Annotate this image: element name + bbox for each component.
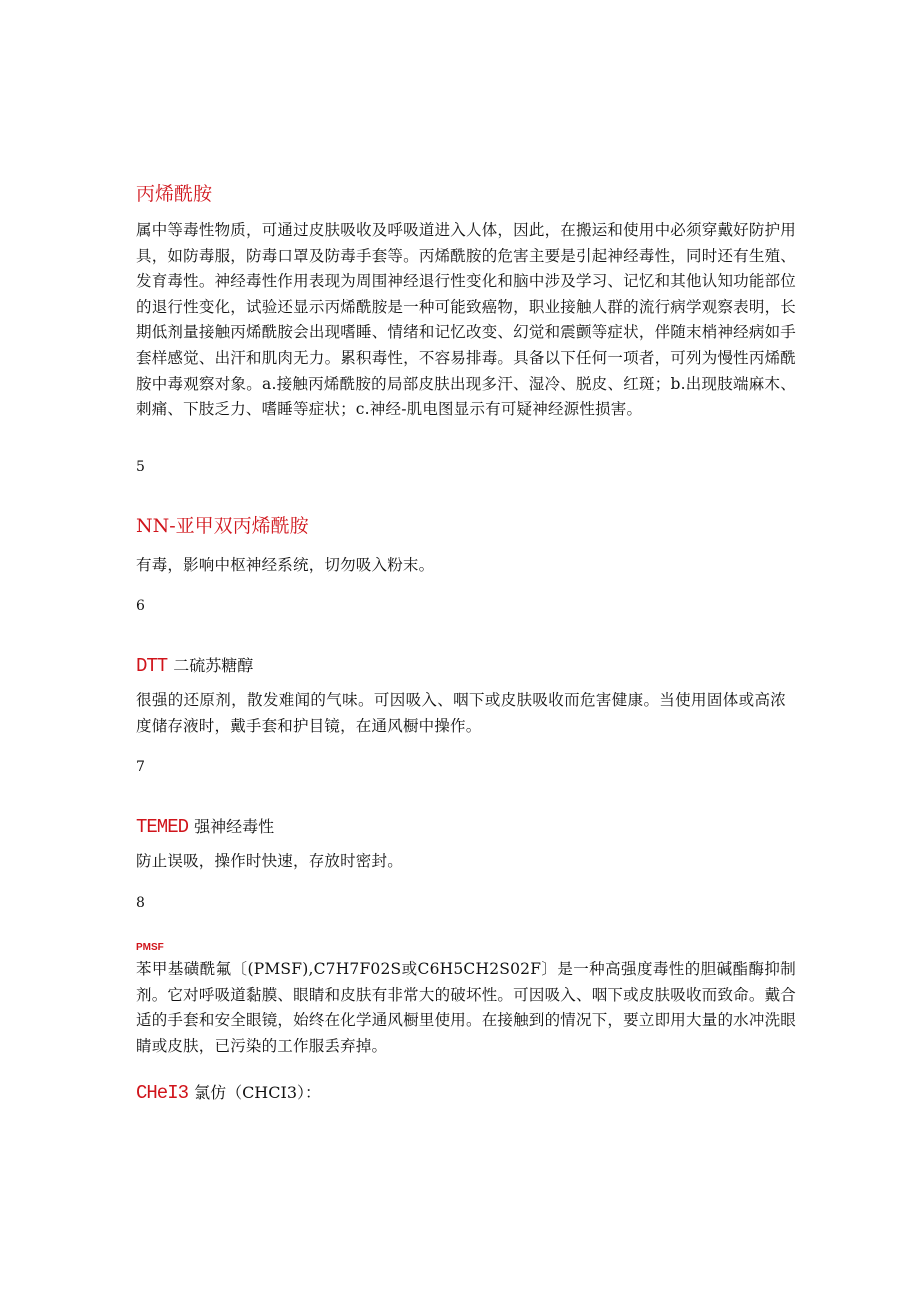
- section-body-pmsf: 苯甲基磺酰氟〔(PMSF),C7H7F02S或C6H5CH2S02F〕是一种高强度毒性的胆碱酯酶抑制剂。它对呼吸道黏膜、眼睛和皮肤有非常大的破坏性。可因吸入、咽下或皮肤吸收而致命。戴合适的手套和安全眼镜，始终在化学通风橱里使用。在接触到的情况下，要立即用大量的水冲洗眼睛或皮肤，已污染的工作服丢弃掉。: [136, 960, 796, 1055]
- section-number-5: 5: [136, 459, 145, 475]
- heading-subtitle: 二硫苏糖醇: [173, 656, 254, 675]
- section-heading-mba: [136, 514, 796, 538]
- section-heading-chloroform: [136, 1080, 796, 1105]
- section-body-mba: 有毒，影响中枢神经系统，切勿吸入粉末。: [136, 556, 435, 574]
- section-number-6: 6: [136, 598, 145, 614]
- section-heading-pmsf: PMSF: [136, 942, 164, 953]
- section-number-8: 8: [136, 895, 145, 911]
- heading-title: 丙烯酰胺: [136, 183, 213, 205]
- heading-title: NN-亚甲双丙烯酰胺: [136, 515, 309, 537]
- heading-subtitle: 强神经毒性: [194, 817, 275, 836]
- section-heading-temed: [136, 814, 796, 839]
- heading-title: DTT: [136, 655, 168, 677]
- section-heading-acrylamide: [136, 182, 796, 206]
- section-heading-dtt: [136, 653, 796, 678]
- heading-title: TEMED: [136, 816, 189, 838]
- heading-title: CHeI3: [136, 1082, 189, 1104]
- heading-subtitle: 氯仿（CHCI3）：: [194, 1083, 322, 1102]
- section-body-dtt: 很强的还原剂，散发难闻的气味。可因吸入、咽下或皮肤吸收而危害健康。当使用固体或高浓度储存液时，戴手套和护目镜，在通风橱中操作。: [136, 691, 786, 735]
- section-body-temed: 防止误吸，操作时快速，存放时密封。: [136, 852, 403, 870]
- section-number-7: 7: [136, 759, 145, 775]
- section-body-acrylamide: 属中等毒性物质，可通过皮肤吸收及呼吸道进入人体，因此，在搬运和使用中必须穿戴好防护用具，如防毒服，防毒口罩及防毒手套等。丙烯酰胺的危害主要是引起神经毒性，同时还有生殖、发育毒性。神经毒性作用表现为周围神经退行性变化和脑中涉及学习、记忆和其他认知功能部位的退行性变化，试验还显示丙烯酰胺是一种可能致癌物，职业接触人群的流行病学观察表明，长期低剂量接触丙烯酰胺会出现嗜睡、情绪和记忆改变、幻觉和震颤等症状，伴随末梢神经病如手套样感觉、出汗和肌肉无力。累积毒性，不容易排毒。具备以下任何一项者，可列为慢性丙烯酰胺中毒观察对象。a.接触丙烯酰胺的局部皮肤出现多汗、湿冷、脱皮、红斑；b.出现肢端麻木、刺痛、下肢乏力、嗜睡等症状；c.神经-肌电图显示有可疑神经源性损害。: [136, 221, 796, 419]
